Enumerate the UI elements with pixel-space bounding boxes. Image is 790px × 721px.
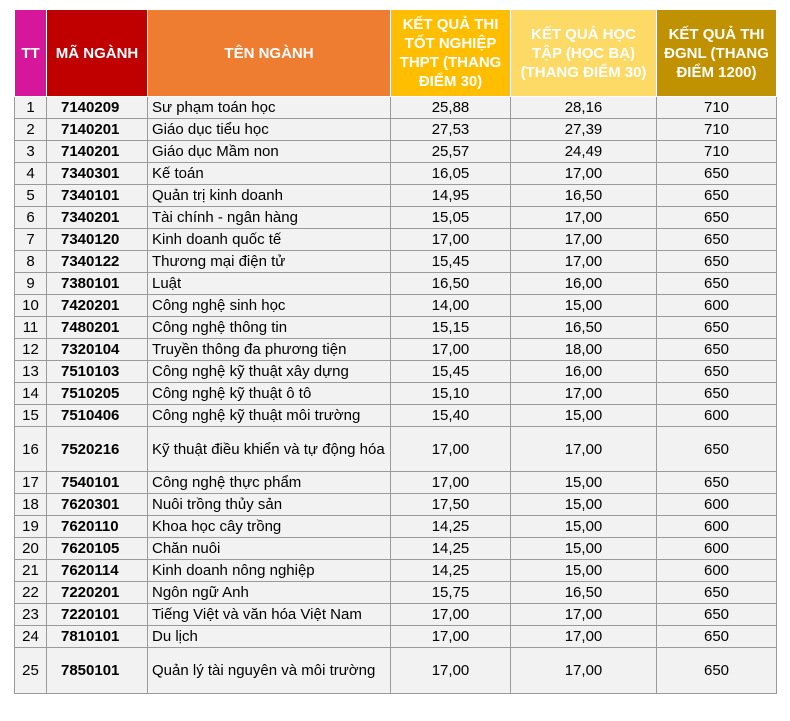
cell-hoc-ba: 24,49 bbox=[511, 141, 657, 163]
cell-tt: 15 bbox=[15, 405, 47, 427]
cell-hoc-ba: 16,00 bbox=[511, 273, 657, 295]
cell-dgnl: 650 bbox=[657, 427, 777, 472]
cell-ten-nganh: Tài chính - ngân hàng bbox=[148, 207, 391, 229]
cell-hoc-ba: 17,00 bbox=[511, 626, 657, 648]
cell-ten-nganh: Quản trị kinh doanh bbox=[148, 185, 391, 207]
cell-thpt: 14,00 bbox=[391, 295, 511, 317]
cell-hoc-ba: 17,00 bbox=[511, 383, 657, 405]
cell-ten-nganh: Công nghệ kỹ thuật ô tô bbox=[148, 383, 391, 405]
cell-ma-nganh: 7480201 bbox=[47, 317, 148, 339]
table-row bbox=[15, 427, 777, 472]
cell-tt: 11 bbox=[15, 317, 47, 339]
cell-thpt: 17,00 bbox=[391, 626, 511, 648]
header-hoc-ba: KẾT QUẢ HỌC TẬP (HỌC BẠ) (THANG ĐIỂM 30) bbox=[511, 10, 657, 97]
cell-ten-nganh: Sư phạm toán học bbox=[148, 97, 391, 119]
cell-ten-nganh: Quản lý tài nguyên và môi trường bbox=[148, 648, 391, 694]
cell-ten-nganh: Chăn nuôi bbox=[148, 538, 391, 560]
cell-tt: 14 bbox=[15, 383, 47, 405]
cell-ten-nganh: Công nghệ kỹ thuật xây dựng bbox=[148, 361, 391, 383]
cell-tt: 2 bbox=[15, 119, 47, 141]
table-row bbox=[15, 604, 777, 626]
cell-thpt: 15,15 bbox=[391, 317, 511, 339]
cell-dgnl: 650 bbox=[657, 273, 777, 295]
cell-thpt: 16,50 bbox=[391, 273, 511, 295]
cell-hoc-ba: 15,00 bbox=[511, 295, 657, 317]
cell-ma-nganh: 7340101 bbox=[47, 185, 148, 207]
cell-tt: 12 bbox=[15, 339, 47, 361]
cell-ten-nganh: Truyền thông đa phương tiện bbox=[148, 339, 391, 361]
cell-thpt: 15,45 bbox=[391, 251, 511, 273]
cell-dgnl: 650 bbox=[657, 339, 777, 361]
header-dgnl: KẾT QUẢ THI ĐGNL (THANG ĐIỂM 1200) bbox=[657, 10, 777, 97]
table-row bbox=[15, 207, 777, 229]
cell-ten-nganh: Khoa học cây trồng bbox=[148, 516, 391, 538]
cell-dgnl: 650 bbox=[657, 207, 777, 229]
table-row bbox=[15, 494, 777, 516]
table-row bbox=[15, 229, 777, 251]
cell-ten-nganh: Kế toán bbox=[148, 163, 391, 185]
cell-ten-nganh: Luật bbox=[148, 273, 391, 295]
cell-dgnl: 710 bbox=[657, 97, 777, 119]
cell-thpt: 17,00 bbox=[391, 648, 511, 694]
table-row bbox=[15, 339, 777, 361]
cell-ma-nganh: 7520216 bbox=[47, 427, 148, 472]
cell-ten-nganh: Giáo dục tiểu học bbox=[148, 119, 391, 141]
table-row bbox=[15, 251, 777, 273]
cell-ma-nganh: 7510103 bbox=[47, 361, 148, 383]
cell-ma-nganh: 7320104 bbox=[47, 339, 148, 361]
cell-ma-nganh: 7620110 bbox=[47, 516, 148, 538]
table-row bbox=[15, 560, 777, 582]
table-row bbox=[15, 295, 777, 317]
cell-tt: 23 bbox=[15, 604, 47, 626]
header-ma-nganh: MÃ NGÀNH bbox=[47, 10, 148, 97]
cell-ma-nganh: 7140209 bbox=[47, 97, 148, 119]
header-tt: TT bbox=[15, 10, 47, 97]
cell-thpt: 14,25 bbox=[391, 516, 511, 538]
table-row bbox=[15, 141, 777, 163]
cell-thpt: 17,00 bbox=[391, 339, 511, 361]
table-row bbox=[15, 185, 777, 207]
cell-dgnl: 600 bbox=[657, 538, 777, 560]
table-row bbox=[15, 405, 777, 427]
cell-ma-nganh: 7620114 bbox=[47, 560, 148, 582]
cell-tt: 25 bbox=[15, 648, 47, 694]
cell-ma-nganh: 7340122 bbox=[47, 251, 148, 273]
cell-thpt: 25,88 bbox=[391, 97, 511, 119]
cell-ten-nganh: Công nghệ kỹ thuật môi trường bbox=[148, 405, 391, 427]
cell-dgnl: 650 bbox=[657, 582, 777, 604]
cell-dgnl: 650 bbox=[657, 604, 777, 626]
cell-tt: 6 bbox=[15, 207, 47, 229]
cell-ma-nganh: 7540101 bbox=[47, 472, 148, 494]
cell-dgnl: 600 bbox=[657, 295, 777, 317]
cell-tt: 1 bbox=[15, 97, 47, 119]
cell-tt: 21 bbox=[15, 560, 47, 582]
cell-hoc-ba: 15,00 bbox=[511, 472, 657, 494]
cell-ten-nganh: Nuôi trồng thủy sản bbox=[148, 494, 391, 516]
cell-thpt: 14,25 bbox=[391, 538, 511, 560]
cell-thpt: 15,40 bbox=[391, 405, 511, 427]
cell-dgnl: 600 bbox=[657, 494, 777, 516]
cell-dgnl: 650 bbox=[657, 185, 777, 207]
cell-ten-nganh: Du lịch bbox=[148, 626, 391, 648]
cell-hoc-ba: 17,00 bbox=[511, 207, 657, 229]
header-ten-nganh: TÊN NGÀNH bbox=[148, 10, 391, 97]
cell-hoc-ba: 15,00 bbox=[511, 560, 657, 582]
cell-ma-nganh: 7510406 bbox=[47, 405, 148, 427]
cell-hoc-ba: 15,00 bbox=[511, 538, 657, 560]
cell-hoc-ba: 27,39 bbox=[511, 119, 657, 141]
cell-dgnl: 650 bbox=[657, 361, 777, 383]
cell-dgnl: 600 bbox=[657, 516, 777, 538]
cell-tt: 10 bbox=[15, 295, 47, 317]
cell-ten-nganh: Ngôn ngữ Anh bbox=[148, 582, 391, 604]
table-row bbox=[15, 273, 777, 295]
cell-tt: 4 bbox=[15, 163, 47, 185]
cell-dgnl: 650 bbox=[657, 251, 777, 273]
table-row bbox=[15, 626, 777, 648]
cell-hoc-ba: 16,00 bbox=[511, 361, 657, 383]
cell-hoc-ba: 17,00 bbox=[511, 163, 657, 185]
table-row bbox=[15, 516, 777, 538]
cell-hoc-ba: 16,50 bbox=[511, 185, 657, 207]
cell-ten-nganh: Kinh doanh quốc tế bbox=[148, 229, 391, 251]
cell-thpt: 27,53 bbox=[391, 119, 511, 141]
cell-ma-nganh: 7340301 bbox=[47, 163, 148, 185]
cell-thpt: 15,45 bbox=[391, 361, 511, 383]
cell-ten-nganh: Công nghệ sinh học bbox=[148, 295, 391, 317]
cell-tt: 8 bbox=[15, 251, 47, 273]
cell-thpt: 17,00 bbox=[391, 229, 511, 251]
cell-ten-nganh: Kinh doanh nông nghiệp bbox=[148, 560, 391, 582]
cell-ten-nganh: Tiếng Việt và văn hóa Việt Nam bbox=[148, 604, 391, 626]
cell-hoc-ba: 18,00 bbox=[511, 339, 657, 361]
table-row bbox=[15, 582, 777, 604]
cell-dgnl: 650 bbox=[657, 472, 777, 494]
cell-tt: 19 bbox=[15, 516, 47, 538]
cell-dgnl: 710 bbox=[657, 119, 777, 141]
cell-hoc-ba: 17,00 bbox=[511, 604, 657, 626]
table-row bbox=[15, 163, 777, 185]
cell-dgnl: 600 bbox=[657, 405, 777, 427]
cell-ma-nganh: 7380101 bbox=[47, 273, 148, 295]
cell-hoc-ba: 15,00 bbox=[511, 405, 657, 427]
cell-hoc-ba: 17,00 bbox=[511, 427, 657, 472]
cell-ma-nganh: 7340120 bbox=[47, 229, 148, 251]
cell-ten-nganh: Giáo dục Mầm non bbox=[148, 141, 391, 163]
cell-ten-nganh: Công nghệ thông tin bbox=[148, 317, 391, 339]
cell-thpt: 14,25 bbox=[391, 560, 511, 582]
cell-hoc-ba: 17,00 bbox=[511, 648, 657, 694]
cell-hoc-ba: 28,16 bbox=[511, 97, 657, 119]
cell-ten-nganh: Công nghệ thực phẩm bbox=[148, 472, 391, 494]
cell-dgnl: 650 bbox=[657, 163, 777, 185]
cell-dgnl: 650 bbox=[657, 229, 777, 251]
cell-ma-nganh: 7340201 bbox=[47, 207, 148, 229]
cell-tt: 5 bbox=[15, 185, 47, 207]
cell-ma-nganh: 7420201 bbox=[47, 295, 148, 317]
cell-ma-nganh: 7620301 bbox=[47, 494, 148, 516]
cell-ma-nganh: 7140201 bbox=[47, 119, 148, 141]
cell-thpt: 25,57 bbox=[391, 141, 511, 163]
table-row bbox=[15, 361, 777, 383]
cell-ma-nganh: 7850101 bbox=[47, 648, 148, 694]
cell-ma-nganh: 7140201 bbox=[47, 141, 148, 163]
admission-table bbox=[14, 9, 777, 694]
cell-ma-nganh: 7810101 bbox=[47, 626, 148, 648]
cell-ten-nganh: Kỹ thuật điều khiển và tự động hóa bbox=[148, 427, 391, 472]
table-row bbox=[15, 472, 777, 494]
cell-ten-nganh: Thương mại điện tử bbox=[148, 251, 391, 273]
table-row bbox=[15, 317, 777, 339]
table-row bbox=[15, 383, 777, 405]
cell-tt: 7 bbox=[15, 229, 47, 251]
cell-hoc-ba: 17,00 bbox=[511, 229, 657, 251]
cell-thpt: 14,95 bbox=[391, 185, 511, 207]
cell-thpt: 15,75 bbox=[391, 582, 511, 604]
cell-tt: 22 bbox=[15, 582, 47, 604]
cell-tt: 16 bbox=[15, 427, 47, 472]
cell-dgnl: 650 bbox=[657, 648, 777, 694]
cell-dgnl: 710 bbox=[657, 141, 777, 163]
cell-tt: 24 bbox=[15, 626, 47, 648]
cell-dgnl: 600 bbox=[657, 560, 777, 582]
cell-dgnl: 650 bbox=[657, 383, 777, 405]
cell-ma-nganh: 7510205 bbox=[47, 383, 148, 405]
table-row bbox=[15, 538, 777, 560]
table-row bbox=[15, 119, 777, 141]
cell-ma-nganh: 7220201 bbox=[47, 582, 148, 604]
table-row bbox=[15, 648, 777, 694]
table-row bbox=[15, 97, 777, 119]
cell-tt: 13 bbox=[15, 361, 47, 383]
cell-tt: 9 bbox=[15, 273, 47, 295]
cell-hoc-ba: 16,50 bbox=[511, 317, 657, 339]
cell-tt: 20 bbox=[15, 538, 47, 560]
cell-ma-nganh: 7620105 bbox=[47, 538, 148, 560]
cell-tt: 3 bbox=[15, 141, 47, 163]
cell-dgnl: 650 bbox=[657, 626, 777, 648]
cell-tt: 17 bbox=[15, 472, 47, 494]
cell-thpt: 17,00 bbox=[391, 472, 511, 494]
cell-ma-nganh: 7220101 bbox=[47, 604, 148, 626]
header-row bbox=[15, 10, 777, 97]
cell-hoc-ba: 15,00 bbox=[511, 516, 657, 538]
cell-thpt: 17,00 bbox=[391, 604, 511, 626]
header-thpt: KẾT QUẢ THI TỐT NGHIỆP THPT (THANG ĐIỂM 30) bbox=[391, 10, 511, 97]
cell-thpt: 16,05 bbox=[391, 163, 511, 185]
cell-hoc-ba: 16,50 bbox=[511, 582, 657, 604]
cell-hoc-ba: 15,00 bbox=[511, 494, 657, 516]
cell-thpt: 17,50 bbox=[391, 494, 511, 516]
cell-dgnl: 650 bbox=[657, 317, 777, 339]
cell-thpt: 17,00 bbox=[391, 427, 511, 472]
cell-thpt: 15,10 bbox=[391, 383, 511, 405]
cell-tt: 18 bbox=[15, 494, 47, 516]
cell-hoc-ba: 17,00 bbox=[511, 251, 657, 273]
cell-thpt: 15,05 bbox=[391, 207, 511, 229]
